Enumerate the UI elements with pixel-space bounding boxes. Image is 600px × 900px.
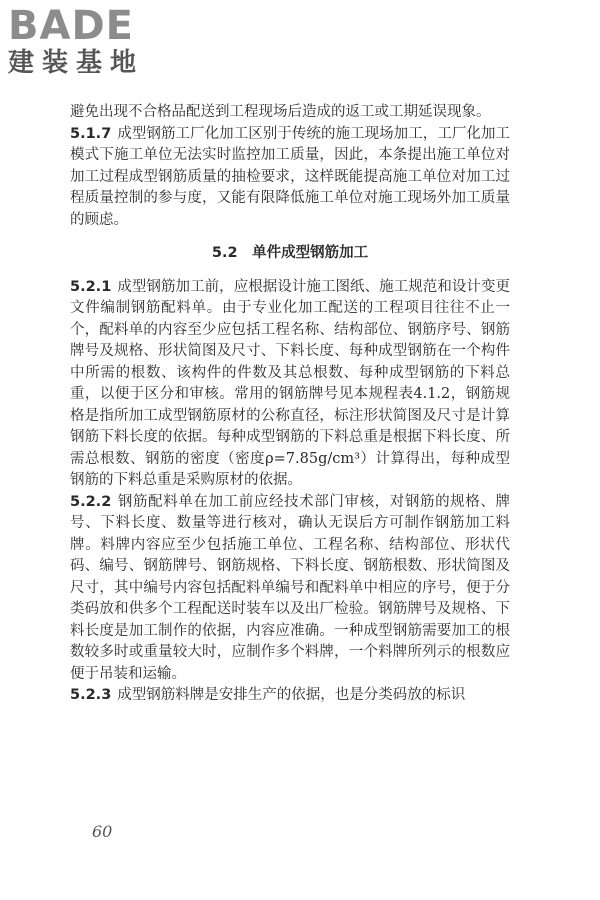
logo xyxy=(8,3,145,78)
page-number: 60 xyxy=(92,822,113,841)
paragraph-text: 成型钢筋加工前，应根据设计施工图纸、施工规范和设计变更文件编制钢筋配料单。由于专业化加工配送的工程项目往往不止一个，配料单的内容至少应包括工程名称、结构部位、钢筋序号、钢筋牌号及规格、形状简图及尺寸、下料长度、每种成型钢筋在一个构件中所需的根数、该构件的件数及其总根数、每种成型钢筋的下料总重，以便于区分和审核。常用的钢筋牌号见本规程表4.1.2，钢筋规格是指所加工成型钢筋原材的公称直径，标注形状简图及尺寸是计算钢筋下料长度的依据。每种成型钢筋的下料总重是根据下料长度、所需总根数、钢筋的密度（密度ρ=7.85g/cm³）计算得出，每种成型钢筋的下料总重是采购原材的依据。 xyxy=(70,278,510,488)
paragraph xyxy=(70,492,510,686)
paragraph-text: 成型钢筋料牌是安排生产的依据，也是分类码放的标识 xyxy=(117,687,466,703)
paragraph xyxy=(70,102,510,124)
paragraph xyxy=(70,124,510,232)
logo-brand: BADE xyxy=(8,3,134,49)
page-content xyxy=(70,102,510,707)
paragraph xyxy=(70,685,510,707)
paragraph-text: 钢筋配料单在加工前应经技术部门审核，对钢筋的规格、牌号、下料长度、数量等进行核对，确认无误后方可制作钢筋加工料牌。料牌内容应至少包括施工单位、工程名称、结构部位、形状代码、编号、钢筋牌号、钢筋规格、下料长度、钢筋根数、形状简图及尺寸，其中编号内容包括配料单编号和配料单中相应的序号，便于分类码放和供多个工程配送时装车以及出厂检验。钢筋牌号及规格、下料长度是加工制作的依据，内容应准确。一种成型钢筋需要加工的根数较多时或重量较大时，应制作多个料牌，一个料牌所列示的根数应便于吊装和运输。 xyxy=(70,493,510,682)
clause-number: 5.1.7 xyxy=(70,125,112,142)
clause-number: 5.2.1 xyxy=(70,278,112,295)
logo-subtitle: 建装基地 xyxy=(8,48,145,78)
clause-number: 5.2.3 xyxy=(70,687,112,703)
paragraph-text: 避免出现不合格品配送到工程现场后造成的返工或工期延误现象。 xyxy=(70,104,491,120)
paragraph-text: 成型钢筋工厂化加工区别于传统的施工现场加工，工厂化加工模式下施工单位无法实时监控加工质量，因此，本条提出施工单位对加工过程成型钢筋质量的抽检要求，这样既能提高施工单位对加工过程质量控制的参与度，又能有限降低施工单位对施工现场外加工质量的顾虑。 xyxy=(70,125,510,228)
paragraph xyxy=(70,277,510,492)
clause-number: 5.2.2 xyxy=(70,493,112,510)
section-heading: 5.2 单件成型钢筋加工 xyxy=(211,245,369,261)
